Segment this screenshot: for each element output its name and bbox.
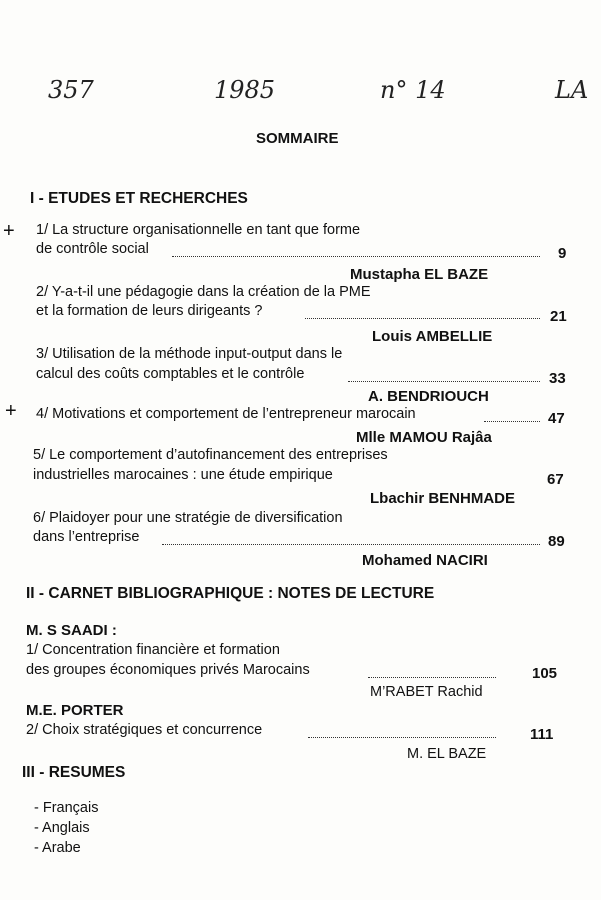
handwritten-year: 1985 [214, 76, 276, 104]
article-title-line: de contrôle social [36, 241, 149, 257]
article-title-line: 3/ Utilisation de la méthode input-output dans le [36, 346, 343, 362]
article-title-line: industrielles marocaines : une étude empirique [33, 467, 333, 483]
page-number: 47 [548, 410, 565, 427]
margin-cross-mark: + [3, 220, 15, 242]
dot-leader [172, 256, 540, 257]
dot-leader [348, 381, 540, 382]
dot-leader [162, 544, 540, 545]
article-title-line: 1/ La structure organisationnelle en tant que forme [36, 222, 361, 238]
article-author: Mustapha EL BAZE [350, 266, 489, 283]
dot-leader [305, 318, 540, 319]
note-title-line: des groupes économiques privés Marocains [26, 662, 310, 678]
resume-language: - Arabe [34, 840, 81, 856]
article-author: Mlle MAMOU Rajâa [356, 429, 492, 446]
article-title-line: dans l’entreprise [33, 529, 140, 545]
note-reviewer: M. EL BAZE [407, 746, 487, 762]
note-title-line: 2/ Choix stratégiques et concurrence [26, 722, 263, 738]
margin-cross-mark: + [5, 400, 17, 422]
note-reviewer: M’RABET Rachid [370, 684, 483, 700]
page-number: 67 [547, 471, 564, 488]
article-author: Lbachir BENHMADE [370, 490, 516, 507]
page-number: 33 [549, 370, 566, 387]
article-title-line: et la formation de leurs dirigeants ? [36, 303, 263, 319]
article-title-line: 6/ Plaidoyer pour une stratégie de diversification [33, 510, 343, 526]
section-heading-2: II - CARNET BIBLIOGRAPHIQUE : NOTES DE LECTURE [26, 585, 435, 602]
dot-leader [308, 737, 496, 738]
page-number: 21 [550, 308, 567, 325]
handwritten-issue: n° 14 [380, 76, 446, 104]
reviewed-book-author: M. S SAADI : [26, 622, 117, 639]
article-title-line: 5/ Le comportement d’autofinancement des entreprises [33, 447, 388, 463]
dot-leader [484, 421, 540, 422]
page-number: 111 [530, 726, 554, 743]
reviewed-book-author: M.E. PORTER [26, 702, 124, 719]
article-title-line: 2/ Y-a-t-il une pédagogie dans la création de la PME [36, 284, 371, 300]
section-heading-1: I - ETUDES ET RECHERCHES [30, 190, 248, 207]
resume-language: - Français [34, 800, 99, 816]
article-title-line: calcul des coûts comptables et le contrôle [36, 366, 305, 382]
article-title-line: 4/ Motivations et comportement de l’entrepreneur marocain [36, 406, 416, 422]
section-heading-3: III - RESUMES [22, 764, 126, 781]
resume-language: - Anglais [34, 820, 90, 836]
page-title: SOMMAIRE [256, 130, 339, 147]
dot-leader [368, 677, 496, 678]
article-author: Louis AMBELLIE [372, 328, 493, 345]
page-number: 89 [548, 533, 565, 550]
article-author: Mohamed NACIRI [362, 552, 488, 569]
handwritten-number: 357 [48, 76, 94, 104]
page-number: 9 [558, 245, 567, 262]
note-title-line: 1/ Concentration financière et formation [26, 642, 280, 658]
handwritten-code: LA [555, 76, 589, 104]
page-number: 105 [532, 665, 558, 682]
article-author: A. BENDRIOUCH [368, 388, 489, 405]
